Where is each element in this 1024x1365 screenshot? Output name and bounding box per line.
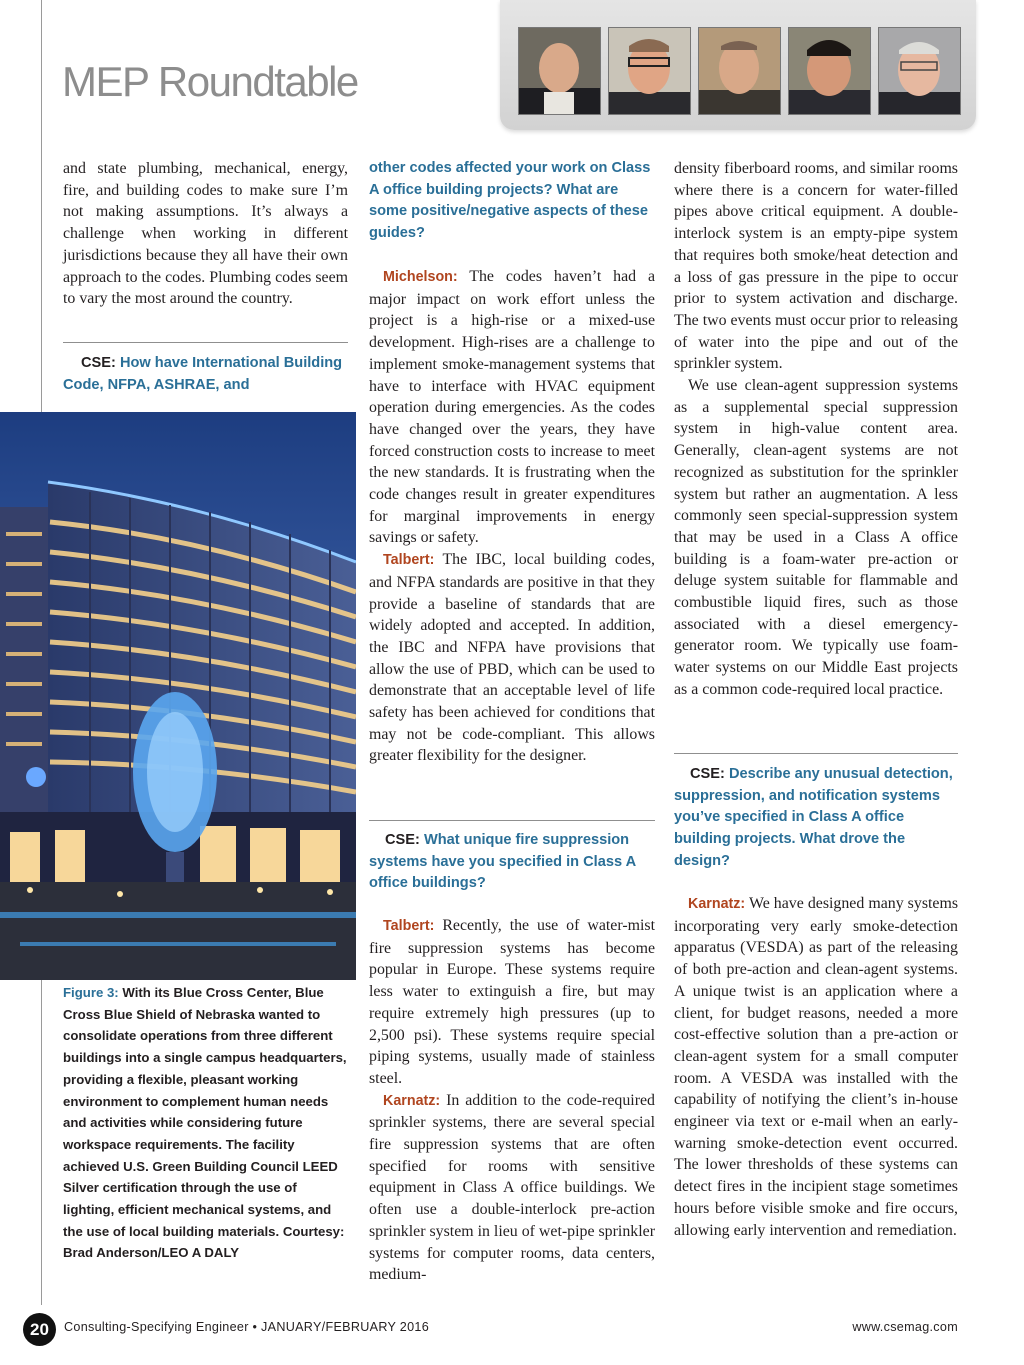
speaker-name: Talbert: <box>383 552 435 569</box>
answer-paragraph <box>369 1090 655 1286</box>
figure-caption-text: With its Blue Cross Center, Blue Cross Blue Shield of Nebraska wanted to consolidate operations from three different buildings into a single campus headquarters, providing a flexible, pleasant working environment to complement human needs and activities while considering future workspace requirements. The facility achieved U.S. Green Building Council LEED Silver certification through the use of lighting, efficient mechanical systems, and the use of local building materials. Courtesy: Brad Anderson/LEO A DALY <box>63 985 347 1261</box>
figure-caption <box>63 982 348 1264</box>
question-label: CSE: <box>81 355 116 371</box>
panelist-photo-strip <box>500 0 976 130</box>
question-continued: other codes affected your work on Class A office building projects? What are some positive/negative aspects of these guides? <box>369 160 651 242</box>
answer-text: In addition to the code-required sprinkler systems, there are several special fire suppression systems that are often specified for rooms with sensitive equipment in Class A office buildings. We often use a double-interlock pre-action sprinkler system in lieu of wet-pipe sprinkler systems for computer rooms, data centers, medium- <box>369 1091 655 1284</box>
answer-paragraph <box>369 915 655 1090</box>
website-link[interactable]: www.csemag.com <box>852 1320 958 1334</box>
figure-photo <box>0 412 356 980</box>
speaker-name: Michelson: <box>383 269 458 285</box>
body-paragraph: density fiberboard rooms, and similar rooms where there is a concern for water-filled pipes above critical equipment. A double-interlock system is an empty-pipe system that requires both smoke/heat detection and a loss of gas pressure in the pipe to occur prior to system activation and discharge. The two events must occur prior to releasing of water into the pipe and out of the sprinkler system. <box>674 160 958 373</box>
answer-paragraph <box>674 893 958 1241</box>
question-divider <box>63 342 348 343</box>
question-label: CSE: <box>690 766 725 782</box>
question-block <box>63 353 348 396</box>
panelist-3-photo <box>698 27 781 115</box>
answer-text: We have designed many systems incorporating very early smoke-detection apparatus (VESDA) as part of the releasing of both pre-action and clean-agent systems. A unique twist is an application where a client, for budget reasons, needed a more cost-effective solution than a pre-action or clean-agent system for a small computer room. A VESDA was installed with the capability of notifying the client’s in-house engineer via text or e-mail when an early-warning smoke-detection event occurred. The lower thresholds of these systems can detect fires in the incipient stage sometimes hours before visible smoke and fire occurs, allowing early intervention and remediation. <box>674 895 959 1239</box>
question-text: What unique fire suppression systems have you specified in Class A office buildings? <box>369 832 636 892</box>
question-text: Describe any unusual detection, suppression, and notification systems you’ve specified in Class A office building projects. What drove the design? <box>674 766 953 869</box>
answer-text: Recently, the use of water-mist fire suppression systems has become popular in Europe. These systems require less water to extinguish a fire, but may require extremely high pressures (up to 2,500 psi). These systems require special piping systems, usually made of stainless steel. <box>369 917 655 1087</box>
column-3-answer <box>674 893 958 1241</box>
answer-text: The codes haven’t had a major impact on work effort unless the project is a high-rise or a mixed-use development. High-rises are a challenge to implement smoke-management systems that have to interface with HVAC equipment operation during emergencies. As the codes have changed over the years, they have forced construction costs to increase to meet the new standards. It is frustrating when the code changes result in greater expenditures for marginal improvements in energy savings or safety. <box>369 268 655 547</box>
speaker-name: Karnatz: <box>383 1092 441 1109</box>
column-3 <box>674 158 958 701</box>
panelist-5-photo <box>878 27 961 115</box>
column-2-answers-2 <box>369 915 655 1286</box>
answer-paragraph <box>369 549 655 767</box>
answer-paragraph <box>369 266 655 549</box>
question-block <box>369 830 655 895</box>
question-block <box>674 764 958 873</box>
speaker-name: Karnatz: <box>688 896 746 912</box>
page-footer <box>0 1310 1024 1350</box>
section-title: MEP Roundtable <box>62 58 358 105</box>
panelist-2-photo <box>608 27 691 115</box>
figure-label: Figure 3: <box>63 985 119 1000</box>
question-label: CSE: <box>385 832 420 848</box>
question-divider <box>369 820 655 821</box>
body-paragraph: and state plumbing, mechanical, energy, fire, and building codes to make sure I’m not making assumptions. It’s always a challenge when working in different jurisdictions because they all have their own approach to the codes. Plumbing codes seem to vary the most around the country. <box>63 160 348 308</box>
panelist-1-photo <box>518 27 601 115</box>
page-number: 20 <box>23 1313 56 1346</box>
publication-line: Consulting-Specifying Engineer • JANUARY/FEBRUARY 2016 <box>64 1320 430 1334</box>
column-2-answers-1 <box>369 266 655 767</box>
speaker-name: Talbert: <box>383 918 435 934</box>
panelist-4-photo <box>788 27 871 115</box>
question-divider <box>674 753 958 754</box>
column-1 <box>63 158 348 310</box>
body-paragraph: We use clean-agent suppression systems as a supplemental special suppression system in high-value content area. Generally, clean-agent systems are not recognized as substitution for the sprinkler system but rather an augmentation. A less commonly seen special-suppression system that may be used in a Class A office building is a foam-water pre-action or deluge system suitable for flammable and combustible liquid fires, such as those associated with a diesel emergency-generator room. We typically use foam-water systems on our Middle East projects as a common code-required local practice. <box>674 377 958 698</box>
question-text: How have International Building Code, NFPA, ASHRAE, and <box>63 355 343 393</box>
answer-text: The IBC, local building codes, and NFPA standards are positive in that they provide a baseline of standards that are widely adopted and accepted. In addition, the IBC and NFPA have provisions that allow the use of PBD, which can be used to demonstrate that an acceptable level of life safety has been achieved for conditions that may not be code-compliant. This allows greater flexibility for the designer. <box>369 551 655 765</box>
